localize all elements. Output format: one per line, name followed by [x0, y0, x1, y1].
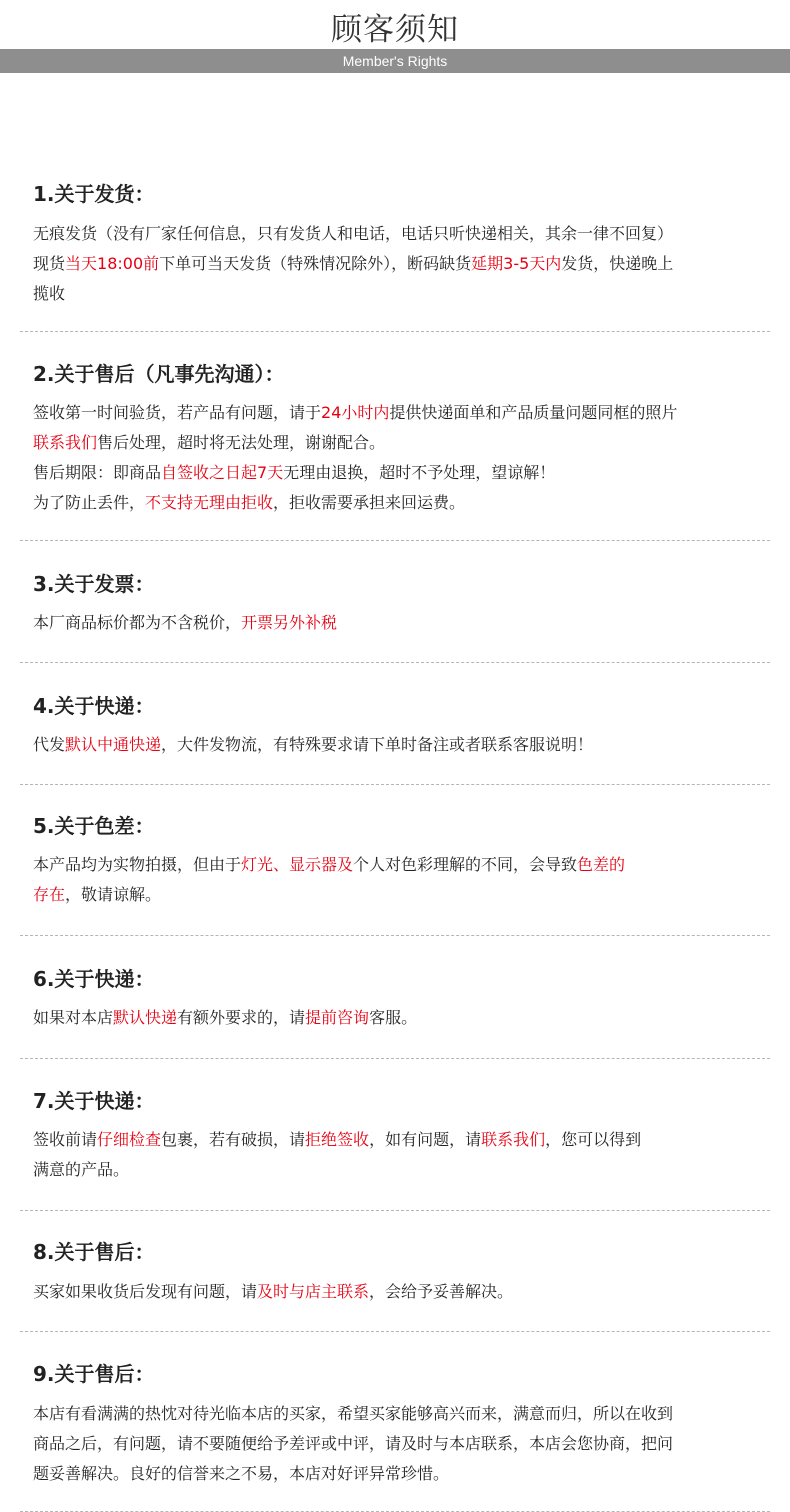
body-line	[33, 730, 763, 760]
body-line	[33, 1429, 763, 1459]
section-body	[33, 850, 763, 910]
section-title: 7.关于快递：	[33, 1089, 155, 1113]
body-line	[33, 249, 763, 279]
section-body	[33, 1125, 763, 1185]
body-line	[33, 279, 763, 309]
page-title: 顾客须知	[331, 12, 459, 48]
body-text: ，大件发物流，有特殊要求请下单时备注或者联系客服说明！	[161, 735, 594, 754]
highlight-text: 拒绝签收	[305, 1130, 370, 1149]
section-divider	[20, 784, 770, 785]
section-divider	[20, 331, 770, 332]
section-body	[33, 219, 763, 309]
highlight-text: 自签收之日起7天	[161, 463, 284, 482]
body-line	[33, 850, 763, 880]
body-line	[33, 1125, 763, 1155]
body-text: 下单可当天发货（特殊情况除外），断码缺货	[159, 254, 472, 273]
highlight-text: 开票另外补税	[241, 613, 338, 632]
body-line	[33, 219, 763, 249]
body-text: 售后处理，超时将无法处理，谢谢配合。	[97, 433, 386, 452]
section-body	[33, 608, 763, 638]
section-divider	[20, 1210, 770, 1211]
section-title: 4.关于快递：	[33, 694, 155, 718]
body-text: 代发	[33, 735, 66, 754]
section-title: 6.关于快递：	[33, 967, 155, 991]
body-text: 买家如果收货后发现有问题，请	[33, 1282, 258, 1301]
section-body	[33, 1399, 763, 1489]
section-divider	[20, 1058, 770, 1059]
body-line	[33, 1277, 763, 1307]
section-body	[33, 730, 763, 760]
body-text: 签收前请	[33, 1130, 98, 1149]
section-title: 3.关于发票：	[33, 572, 155, 596]
body-text: 提供快递面单和产品质量问题同框的照片	[389, 403, 678, 422]
body-text: 签收第一时间验货，若产品有问题，请于	[33, 403, 322, 422]
body-line	[33, 488, 763, 518]
body-text: 商品之后，有问题，请不要随便给予差评或中评，请及时与本店联系，本店会您协商，把问	[33, 1434, 674, 1453]
body-text: 发货，快递晚上	[561, 254, 674, 273]
highlight-text: 及时与店主联系	[257, 1282, 370, 1301]
section-body	[33, 398, 763, 518]
highlight-text: 延期3-5天内	[471, 254, 562, 273]
highlight-text: 灯光、显示器及	[241, 855, 354, 874]
body-text: 本厂商品标价都为不含税价，	[33, 613, 242, 632]
body-text: 揽收	[33, 284, 66, 303]
body-text: 本店有看满满的热忱对待光临本店的买家，希望买家能够高兴而来，满意而归，所以在收到	[33, 1404, 674, 1423]
body-line	[33, 398, 763, 428]
body-text: 题妥善解决。良好的信誉来之不易，本店对好评异常珍惜。	[33, 1464, 450, 1483]
highlight-text: 不支持无理由拒收	[145, 493, 274, 512]
header	[0, 0, 790, 74]
body-line	[33, 1399, 763, 1429]
section-body	[33, 1003, 763, 1033]
body-text: 为了防止丢件，	[33, 493, 146, 512]
body-text: ，拒收需要承担来回运费。	[273, 493, 466, 512]
body-text: 满意的产品。	[33, 1160, 130, 1179]
body-text: 本产品均为实物拍摄，但由于	[33, 855, 242, 874]
body-text: 现货	[33, 254, 66, 273]
highlight-text: 仔细检查	[97, 1130, 162, 1149]
highlight-text: 默认快递	[113, 1008, 178, 1027]
body-text: ，您可以得到	[545, 1130, 642, 1149]
body-text: 个人对色彩理解的不同，会导致	[353, 855, 578, 874]
body-line	[33, 608, 763, 638]
section-title: 8.关于售后：	[33, 1240, 155, 1264]
body-text: 包裹，若有破损，请	[161, 1130, 306, 1149]
body-text: 无痕发货（没有厂家任何信息，只有发货人和电话，电话只听快递相关，其余一律不回复）	[33, 224, 674, 243]
body-text: ，如有问题，请	[369, 1130, 482, 1149]
highlight-text: 联系我们	[481, 1130, 546, 1149]
highlight-text: 色差的	[577, 855, 626, 874]
body-line	[33, 1459, 763, 1489]
section-title: 9.关于售后：	[33, 1362, 155, 1386]
body-line	[33, 1155, 763, 1185]
section-title: 5.关于色差：	[33, 814, 155, 838]
body-line	[33, 1003, 763, 1033]
body-text: ，会给予妥善解决。	[369, 1282, 514, 1301]
body-text: 售后期限：即商品	[33, 463, 162, 482]
body-line	[33, 428, 763, 458]
section-divider	[20, 662, 770, 663]
section-body	[33, 1277, 763, 1307]
highlight-text: 存在	[33, 885, 66, 904]
highlight-text: 默认中通快递	[65, 735, 162, 754]
body-line	[33, 458, 763, 488]
body-text: 无理由退换，超时不予处理，望谅解！	[283, 463, 556, 482]
section-divider	[20, 1331, 770, 1332]
subtitle-bar: Member's Rights	[0, 49, 790, 73]
body-line	[33, 880, 763, 910]
highlight-text: 联系我们	[33, 433, 98, 452]
section-title: 1.关于发货：	[33, 182, 155, 206]
highlight-text: 24小时内	[321, 403, 390, 422]
highlight-text: 当天18:00前	[65, 254, 160, 273]
section-divider	[20, 935, 770, 936]
body-text: 有额外要求的，请	[177, 1008, 306, 1027]
section-title: 2.关于售后（凡事先沟通）：	[33, 362, 285, 386]
body-text: 客服。	[369, 1008, 418, 1027]
highlight-text: 提前咨询	[305, 1008, 370, 1027]
section-divider	[20, 540, 770, 541]
body-text: ，敬请谅解。	[65, 885, 162, 904]
body-text: 如果对本店	[33, 1008, 114, 1027]
